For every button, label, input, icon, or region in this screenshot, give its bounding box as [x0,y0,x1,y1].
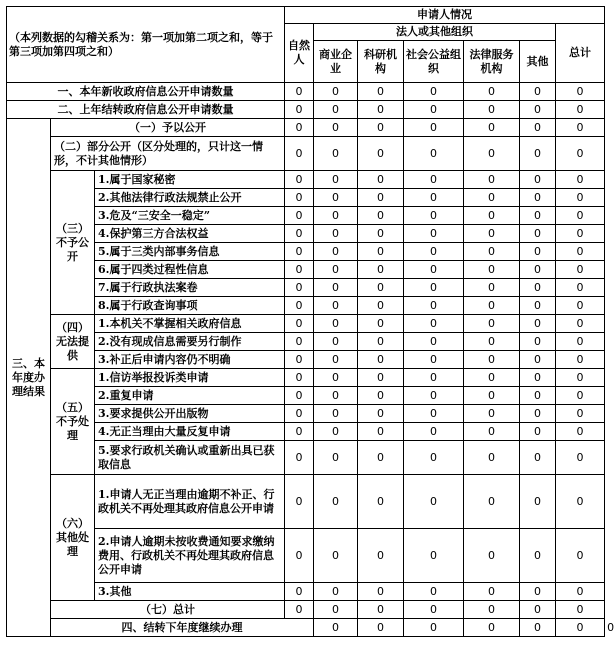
cell-value: 0 [404,225,464,243]
cell-value: 0 [464,225,520,243]
cell-value: 0 [520,243,556,261]
cell-value: 0 [464,189,520,207]
header-other: 其他 [520,41,556,83]
cell-value: 0 [464,243,520,261]
header-legal-group: 法人或其他组织 [314,24,556,41]
row-label: 1.信访举报投诉类申请 [95,369,285,387]
row-label: 8.属于行政查询事项 [95,297,285,315]
header-social: 社会公益组织 [404,41,464,83]
cell-value: 0 [285,529,314,583]
row-label: 7.属于行政执法案卷 [95,279,285,297]
cell-value: 0 [314,351,358,369]
row-label: 1.申请人无正当理由逾期不补正、行政机关不再处理其政府信息公开申请 [95,475,285,529]
cell-value: 0 [314,583,358,601]
cell-value: 0 [358,441,404,475]
cell-value: 0 [520,601,556,619]
row-label: 四、结转下年度继续办理 [51,619,314,637]
row-label: （二）部分公开（区分处理的，只计这一情形，不计其他情形） [51,137,285,171]
cell-value: 0 [314,137,358,171]
cell-value: 0 [285,189,314,207]
cell-value: 0 [358,333,404,351]
row-label: 3.补正后申请内容仍不明确 [95,351,285,369]
cell-value: 0 [556,619,605,637]
cell-value: 0 [314,83,358,101]
cell-value: 0 [404,423,464,441]
cell-value: 0 [314,369,358,387]
cell-value: 0 [464,297,520,315]
cell-value: 0 [404,405,464,423]
cell-value: 0 [520,369,556,387]
cell-value: 0 [358,351,404,369]
cell-value: 0 [358,101,404,119]
cell-value: 0 [285,441,314,475]
cell-value: 0 [358,529,404,583]
cell-value: 0 [404,475,464,529]
cell-value: 0 [464,441,520,475]
cell-value: 0 [285,423,314,441]
cell-value: 0 [556,297,605,315]
cell-value: 0 [404,529,464,583]
group6-label: （六）其他处理 [51,475,95,601]
cell-value: 0 [520,207,556,225]
cell-value: 0 [464,171,520,189]
cell-value: 0 [556,315,605,333]
cell-value: 0 [285,369,314,387]
cell-value: 0 [404,243,464,261]
cell-value: 0 [285,583,314,601]
row-label: 2.重复申请 [95,387,285,405]
cell-value: 0 [520,529,556,583]
cell-value: 0 [556,441,605,475]
cell-value: 0 [464,119,520,137]
row-label: 3.危及“三安全一稳定” [95,207,285,225]
cell-value: 0 [358,83,404,101]
cell-value: 0 [556,405,605,423]
cell-value: 0 [520,333,556,351]
cell-value: 0 [520,387,556,405]
cell-value: 0 [285,207,314,225]
cell-value: 0 [285,83,314,101]
cell-value: 0 [285,405,314,423]
cell-value: 0 [520,137,556,171]
cell-value: 0 [314,225,358,243]
cell-value: 0 [556,171,605,189]
cell-value: 0 [520,83,556,101]
cell-value: 0 [314,619,358,637]
cell-value: 0 [464,207,520,225]
cell-value: 0 [358,387,404,405]
cell-value: 0 [285,315,314,333]
cell-value: 0 [464,351,520,369]
cell-value: 0 [556,119,605,137]
cell-value: 0 [314,405,358,423]
cell-value: 0 [358,119,404,137]
cell-value: 0 [285,101,314,119]
row-label: 2.申请人逾期未按收费通知要求缴纳费用、行政机关不再处理其政府信息公开申请 [95,529,285,583]
cell-value: 0 [404,189,464,207]
cell-value: 0 [464,529,520,583]
cell-value: 0 [556,387,605,405]
cell-value: 0 [556,101,605,119]
cell-value: 0 [464,261,520,279]
cell-value: 0 [556,583,605,601]
cell-value: 0 [314,297,358,315]
cell-value: 0 [404,369,464,387]
cell-value: 0 [285,243,314,261]
header-commercial: 商业企业 [314,41,358,83]
cell-value: 0 [358,315,404,333]
row-label: 6.属于四类过程性信息 [95,261,285,279]
cell-value: 0 [285,279,314,297]
cell-value: 0 [520,583,556,601]
header-legal-service: 法律服务机构 [464,41,520,83]
cell-value: 0 [404,137,464,171]
cell-value: 0 [404,601,464,619]
cell-value: 0 [404,207,464,225]
cell-value: 0 [314,261,358,279]
cell-value: 0 [285,387,314,405]
cell-value: 0 [556,279,605,297]
cell-value: 0 [404,279,464,297]
cell-value: 0 [285,137,314,171]
cell-value: 0 [358,405,404,423]
cell-value: 0 [464,101,520,119]
cell-value: 0 [404,441,464,475]
cell-value: 0 [464,137,520,171]
cell-value: 0 [285,297,314,315]
cell-value: 0 [404,261,464,279]
cell-value: 0 [285,171,314,189]
cell-value: 0 [520,441,556,475]
cell-value: 0 [314,441,358,475]
cell-value: 0 [464,369,520,387]
header-applicant: 申请人情况 [285,7,605,24]
cell-value: 0 [358,475,404,529]
group5-label: （五）不予处理 [51,369,95,475]
row-label: 3.其他 [95,583,285,601]
cell-value: 0 [358,207,404,225]
row-label: 1.属于国家秘密 [95,171,285,189]
row-label: （七）总计 [51,601,285,619]
cell-value: 0 [520,297,556,315]
row-label: 2.没有现成信息需要另行制作 [95,333,285,351]
cell-value: 0 [314,475,358,529]
cell-value: 0 [464,83,520,101]
cell-value: 0 [314,601,358,619]
cell-value: 0 [358,369,404,387]
cell-value: 0 [358,137,404,171]
row-label: 1.本机关不掌握相关政府信息 [95,315,285,333]
cell-value: 0 [358,583,404,601]
header-natural-person: 自然人 [285,24,314,83]
header-research: 科研机构 [358,41,404,83]
cell-value: 0 [358,171,404,189]
cell-value: 0 [556,261,605,279]
row-label: 4.保护第三方合法权益 [95,225,285,243]
cell-value: 0 [520,315,556,333]
row-label: 一、本年新收政府信息公开申请数量 [7,83,285,101]
cell-value: 0 [520,101,556,119]
cell-value: 0 [556,351,605,369]
cell-value: 0 [520,225,556,243]
cell-value: 0 [556,189,605,207]
cell-value: 0 [556,601,605,619]
row-label: 2.其他法律行政法规禁止公开 [95,189,285,207]
cell-value: 0 [314,423,358,441]
cell-value: 0 [285,601,314,619]
cell-value: 0 [556,225,605,243]
cell-value: 0 [464,583,520,601]
cell-value: 0 [520,189,556,207]
cell-value: 0 [404,119,464,137]
cell-value: 0 [464,279,520,297]
cell-value: 0 [464,333,520,351]
group3-label: （三）不予公开 [51,171,95,315]
cell-value: 0 [285,261,314,279]
cell-value: 0 [314,119,358,137]
cell-value: 0 [404,583,464,601]
cell-value: 0 [404,101,464,119]
header-total: 总计 [556,24,605,83]
cell-value: 0 [285,119,314,137]
cell-value: 0 [464,423,520,441]
cell-value: 0 [285,475,314,529]
cell-value: 0 [464,601,520,619]
cell-value: 0 [464,405,520,423]
cell-value: 0 [464,475,520,529]
cell-value: 0 [520,119,556,137]
cell-value: 0 [556,207,605,225]
cell-value: 0 [358,225,404,243]
cell-value: 0 [464,619,520,637]
cell-value: 0 [556,529,605,583]
cell-value: 0 [556,369,605,387]
cell-value: 0 [520,351,556,369]
cell-value: 0 [358,423,404,441]
row-label: 3.要求提供公开出版物 [95,405,285,423]
cell-value: 0 [314,333,358,351]
cell-value: 0 [285,225,314,243]
cell-value: 0 [556,475,605,529]
row-label: 5.属于三类内部事务信息 [95,243,285,261]
cell-value: 0 [556,83,605,101]
cell-value: 0 [358,619,404,637]
cell-value: 0 [404,619,464,637]
cell-value: 0 [404,315,464,333]
cell-value: 0 [520,279,556,297]
gov-info-disclosure-table: （本列数据的勾稽关系为：第一项加第二项之和，等于第三项加第四项之和） 申请人情况 自然人 法人或其他组织 总计 商业企业 科研机构 社会公益组织 法律服务机构 其他 一、本年新收政府信息公开申请数量 0 0 0 0 0 0 0 二、上年结转政府信息公开申请数量 0 0 0 0 0 0 0 三、本年度办理结果 （一）予以公开 0 0 0 0 0 0 0 （二）部分公开（区分处理的，只计这一情形，不计其他情形） 0 0 0 0 0 0 0 （三）不予公开 1.属于国家秘密 0 0 0 0 0 0 0 2.其他法律行政法规禁止公开 0 0 0 0 0 0 0 3.危及“三安全一稳定” 0 0 0 0 0 0 0 4.保护第三方合法权益 0 0 0 0 0 0 0 5.属于三类内部事务信息 0 0 0 0 0 0 0 6.属于四类过程性信息 0 0 0 0 0 0 0 7.属于行政执法案卷 0 0 0 0 0 0 0 8.属于行政查询事项 0 0 0 0 0 0 0 （四）无法提供 1.本机关不掌握相关政府信息 0 0 0 0 0 0 0 2.没有现成信息需要另行制作 0 0 0 0 0 0 0 3.补正后申请内容仍不明确 0 0 0 0 0 0 0 （五）不予处理 1.信访举报投诉类申请 0 0 0 0 0 0 0 2.重复申请 0 0 0 0 0 0 0 3.要求提供公开出版物 0 0 0 0 0 0 0 4.无正当理由大量反复申请 0 0 0 0 0 0 0 5.要求行政机关确认或重新出具已获取信息 0 0 0 0 0 0 0 （六）其他处理 1.申请人无正当理由逾期不补正、行政机关不再处理其政府信息公开申请 0 0 0 0 0 0 0 2.申请人逾期未按收费通知要求缴纳费用、行政机关不再处理其政府信息公开申请 0 0 0 0 0 0 0 3.其他 0 0 0 0 0 0 0 （七）总计 0 0 0 0 0 0 0 四、结转下年度继续办理 0 0 0 0 0 0 0 [6,6,605,637]
cell-value: 0 [358,261,404,279]
cell-value: 0 [520,171,556,189]
cell-value: 0 [314,171,358,189]
cell-value: 0 [520,423,556,441]
cell-value: 0 [404,83,464,101]
cell-value: 0 [520,405,556,423]
cell-value: 0 [464,315,520,333]
row-label: 5.要求行政机关确认或重新出具已获取信息 [95,441,285,475]
header-note: （本列数据的勾稽关系为：第一项加第二项之和，等于第三项加第四项之和） [7,7,285,83]
cell-value: 0 [404,387,464,405]
row-label: 4.无正当理由大量反复申请 [95,423,285,441]
cell-value: 0 [520,619,556,637]
result-group-label: 三、本年度办理结果 [7,119,51,637]
cell-value: 0 [556,423,605,441]
cell-value: 0 [520,475,556,529]
cell-value: 0 [404,333,464,351]
cell-value: 0 [404,171,464,189]
cell-value: 0 [314,387,358,405]
cell-value: 0 [314,529,358,583]
cell-value: 0 [556,137,605,171]
cell-value: 0 [358,243,404,261]
cell-value: 0 [285,333,314,351]
row-label: （一）予以公开 [51,119,285,137]
group4-label: （四）无法提供 [51,315,95,369]
row-label: 二、上年结转政府信息公开申请数量 [7,101,285,119]
cell-value: 0 [520,261,556,279]
cell-value: 0 [358,297,404,315]
cell-value: 0 [358,601,404,619]
cell-value: 0 [556,333,605,351]
cell-value: 0 [556,243,605,261]
cell-value: 0 [404,297,464,315]
cell-value: 0 [314,315,358,333]
cell-value: 0 [314,189,358,207]
cell-value: 0 [404,351,464,369]
cell-value: 0 [314,101,358,119]
cell-value: 0 [358,189,404,207]
cell-value: 0 [285,351,314,369]
cell-value: 0 [314,207,358,225]
cell-value: 0 [358,279,404,297]
cell-value: 0 [464,387,520,405]
cell-value: 0 [314,279,358,297]
cell-value: 0 [314,243,358,261]
